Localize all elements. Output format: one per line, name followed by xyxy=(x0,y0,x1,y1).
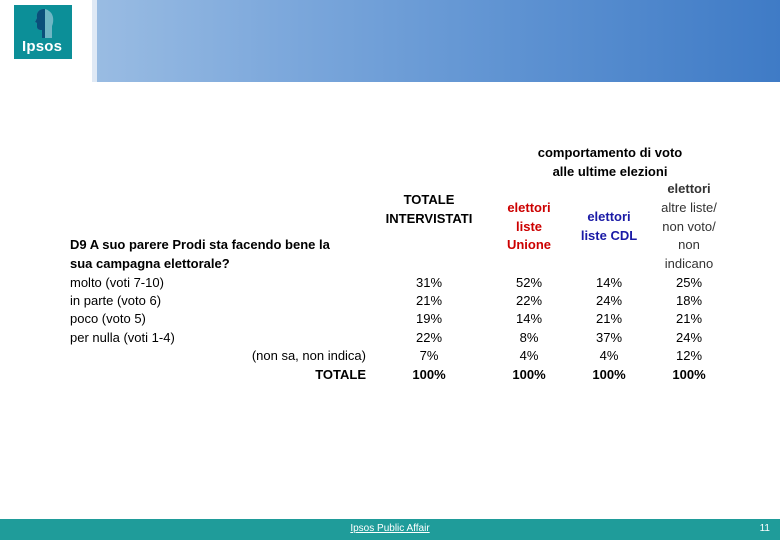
logo-divider xyxy=(92,0,97,82)
col-header-altre-line-4: non xyxy=(678,237,700,252)
ipsos-logo xyxy=(14,5,72,59)
table-cell: 8% xyxy=(519,330,539,345)
table-cell: 18% xyxy=(675,293,703,308)
table-cell: 21% xyxy=(415,293,443,308)
row-label-per-nulla: per nulla (voti 1-4) xyxy=(70,330,175,345)
table-cell-total: 100% xyxy=(672,367,706,382)
row-label-poco: poco (voto 5) xyxy=(70,311,146,326)
table-cell: 37% xyxy=(595,330,623,345)
table-cell: 24% xyxy=(675,330,703,345)
col-header-unione-line-2: liste xyxy=(515,219,542,234)
col-header-unione-line-1: elettori xyxy=(507,200,551,215)
table-cell: 22% xyxy=(415,330,443,345)
group-header-line-1: comportamento di voto xyxy=(537,145,683,160)
table-cell: 4% xyxy=(519,348,539,363)
table-cell: 12% xyxy=(675,348,703,363)
face-profile-icon xyxy=(32,8,54,40)
table-cell: 21% xyxy=(675,311,703,326)
row-label-totale: TOTALE xyxy=(315,367,366,382)
table-cell: 14% xyxy=(515,311,543,326)
table-cell: 21% xyxy=(595,311,623,326)
table-cell: 7% xyxy=(419,348,439,363)
question-line-2: sua campagna elettorale? xyxy=(70,256,230,271)
logo-panel xyxy=(0,0,92,82)
row-label-in-parte: in parte (voto 6) xyxy=(70,293,162,308)
table-cell: 14% xyxy=(595,275,623,290)
table-cell-total: 100% xyxy=(412,367,446,382)
table-cell: 31% xyxy=(415,275,443,290)
table-cell: 4% xyxy=(599,348,619,363)
table-cell: 52% xyxy=(515,275,543,290)
footer-band xyxy=(0,519,780,540)
col-header-cdl-line-1: elettori xyxy=(587,209,631,224)
table-cell: 25% xyxy=(675,275,703,290)
footer-link[interactable]: Ipsos Public Affair xyxy=(350,523,430,534)
table-cell-total: 100% xyxy=(512,367,546,382)
question-line-1: D9 A suo parere Prodi sta facendo bene la xyxy=(70,237,330,252)
table-cell: 22% xyxy=(515,293,543,308)
table-cell: 24% xyxy=(595,293,623,308)
header-band xyxy=(0,0,780,82)
table-cell-total: 100% xyxy=(592,367,626,382)
col-header-cdl-line-2: liste CDL xyxy=(580,228,638,243)
col-header-altre-line-3: non voto/ xyxy=(662,219,716,234)
page-number: 11 xyxy=(759,523,770,534)
logo-text: Ipsos xyxy=(22,38,63,55)
col-header-altre-line-1: elettori xyxy=(667,181,711,196)
row-label-molto: molto (voti 7-10) xyxy=(70,275,164,290)
col-header-altre-line-5: indicano xyxy=(664,256,714,271)
group-header-line-2: alle ultime elezioni xyxy=(552,164,668,179)
table-cell: 19% xyxy=(415,311,443,326)
col-header-totale-line-1: TOTALE xyxy=(403,192,455,207)
col-header-totale-line-2: INTERVISTATI xyxy=(385,211,473,226)
row-label-non-sa: (non sa, non indica) xyxy=(251,348,366,363)
col-header-altre-line-2: altre liste/ xyxy=(661,200,717,215)
col-header-unione-line-3: Unione xyxy=(506,237,552,252)
